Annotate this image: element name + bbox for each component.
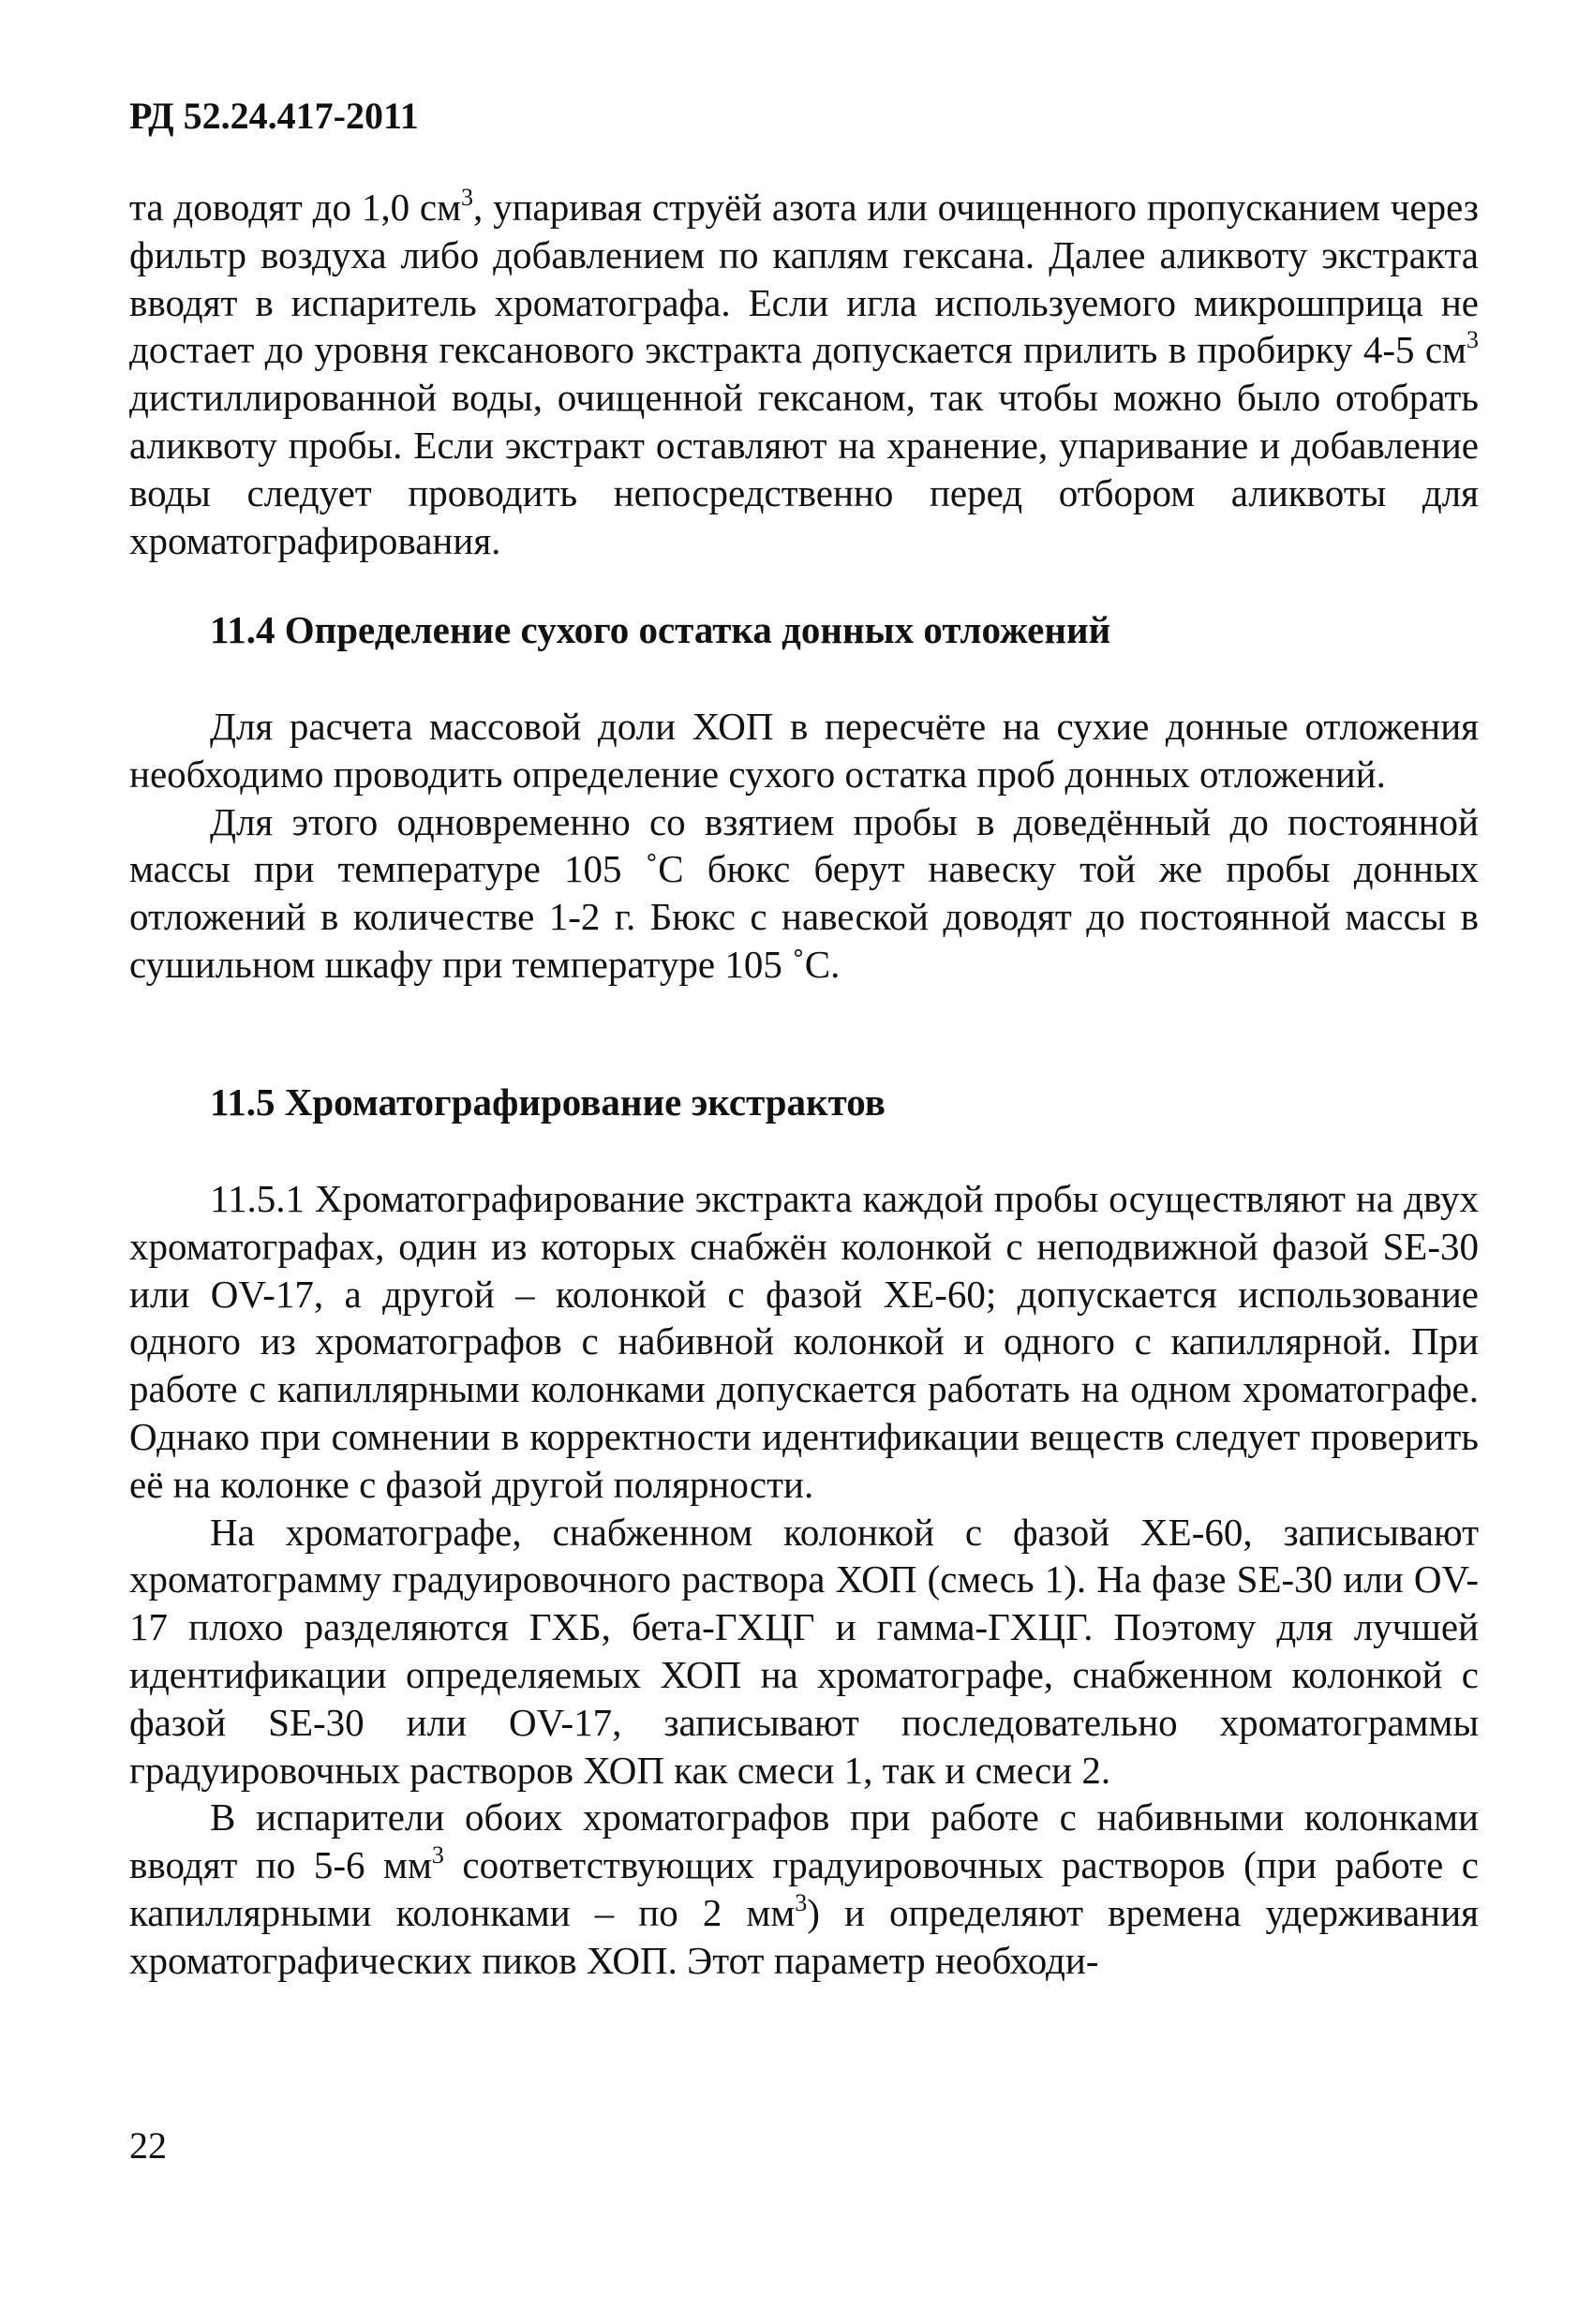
paragraph: Для этого одновременно со взятием пробы в доведённый до постоянной массы при температуре 105 ˚С бюкс берут навеску той же пробы донных отложений в количестве 1-2 г. Бюкс с навеской доводят до постоянной массы в сушильном шкафу при температуре 105 ˚С. [129,799,1479,986]
section-heading-11-4: 11.4 Определение сухого остатка донных отложений [210,608,1111,651]
superscript: 3 [431,1841,444,1870]
paragraph [129,1794,1479,1984]
text-run: та доводят до 1,0 см [129,186,462,229]
paragraph-11-3-continuation [129,184,1479,564]
text-run: ) и определяют времена удерживания хроматографических пиков ХОП. Этот параметр необходи- [129,1890,1479,1982]
section-heading-11-5: 11.5 Хроматографирование экстрактов [210,1080,886,1124]
section-11-4-body [129,703,1479,989]
text-run: , упаривая струёй азота или очищенного пропусканием через фильтр воздуха либо добавлением по каплям гексана. Далее аликвоту экстракта вводят в испаритель хроматографа. Если игла используемого микрошприца не достает до уровня гексанового экстракта допускается прилить в пробирку 4-5 см [129,186,1479,372]
paragraph: 11.5.1 Хроматографирование экстракта каждой пробы осуществляют на двух хроматографах, один из которых снабжён колонкой с неподвижной фазой SE-30 или OV-17, а другой – колонкой с фазой ХЕ-60; допускается использование одного из хроматографов с набивной колонкой и одного с капиллярной. При работе с капиллярными колонками допускается работать на одном хроматографе. Однако при сомнении в корректности идентификации веществ следует проверить её на колонке с фазой другой полярности. [129,1177,1479,1506]
text-run: В испарители обоих хроматографов при работе с набивными колонками вводят по 5-6 мм [129,1795,1479,1887]
text-run: соответствующих градуировочных растворов (при работе с капиллярными колонками – по 2 мм [129,1843,1479,1934]
document-code: РД 52.24.417-2011 [129,95,419,137]
section-11-5-body [129,1175,1479,1985]
text-run: дистиллированной воды, очищенной гексаном, так чтобы можно было отобрать аликвоту пробы. Если экстракт оставляют на хранение, упаривание и добавление воды следует проводить непосредственно перед отбором аликвоты для хроматографирования. [129,376,1479,562]
superscript: 3 [461,184,474,211]
page-number: 22 [129,2124,167,2167]
paragraph: Для расчета массовой доли ХОП в пересчёте на сухие донные отложения необходимо проводить определение сухого остатка проб донных отложений. [129,705,1479,796]
superscript: 3 [795,1888,808,1916]
paragraph: На хроматографе, снабженном колонкой с фазой ХЕ-60, записывают хроматограмму градуировочного раствора ХОП (смесь 1). На фазе SE-30 или OV-17 плохо разделяются ГХБ, бета-ГХЦГ и гамма-ГХЦГ. Поэтому для лучшей идентификации определяемых ХОП на хроматографе, снабженном колонкой с фазой SE-30 или OV-17, записывают последовательно хроматограммы градуировочных растворов ХОП как смеси 1, так и смеси 2. [129,1510,1479,1792]
superscript: 3 [1466,326,1479,354]
